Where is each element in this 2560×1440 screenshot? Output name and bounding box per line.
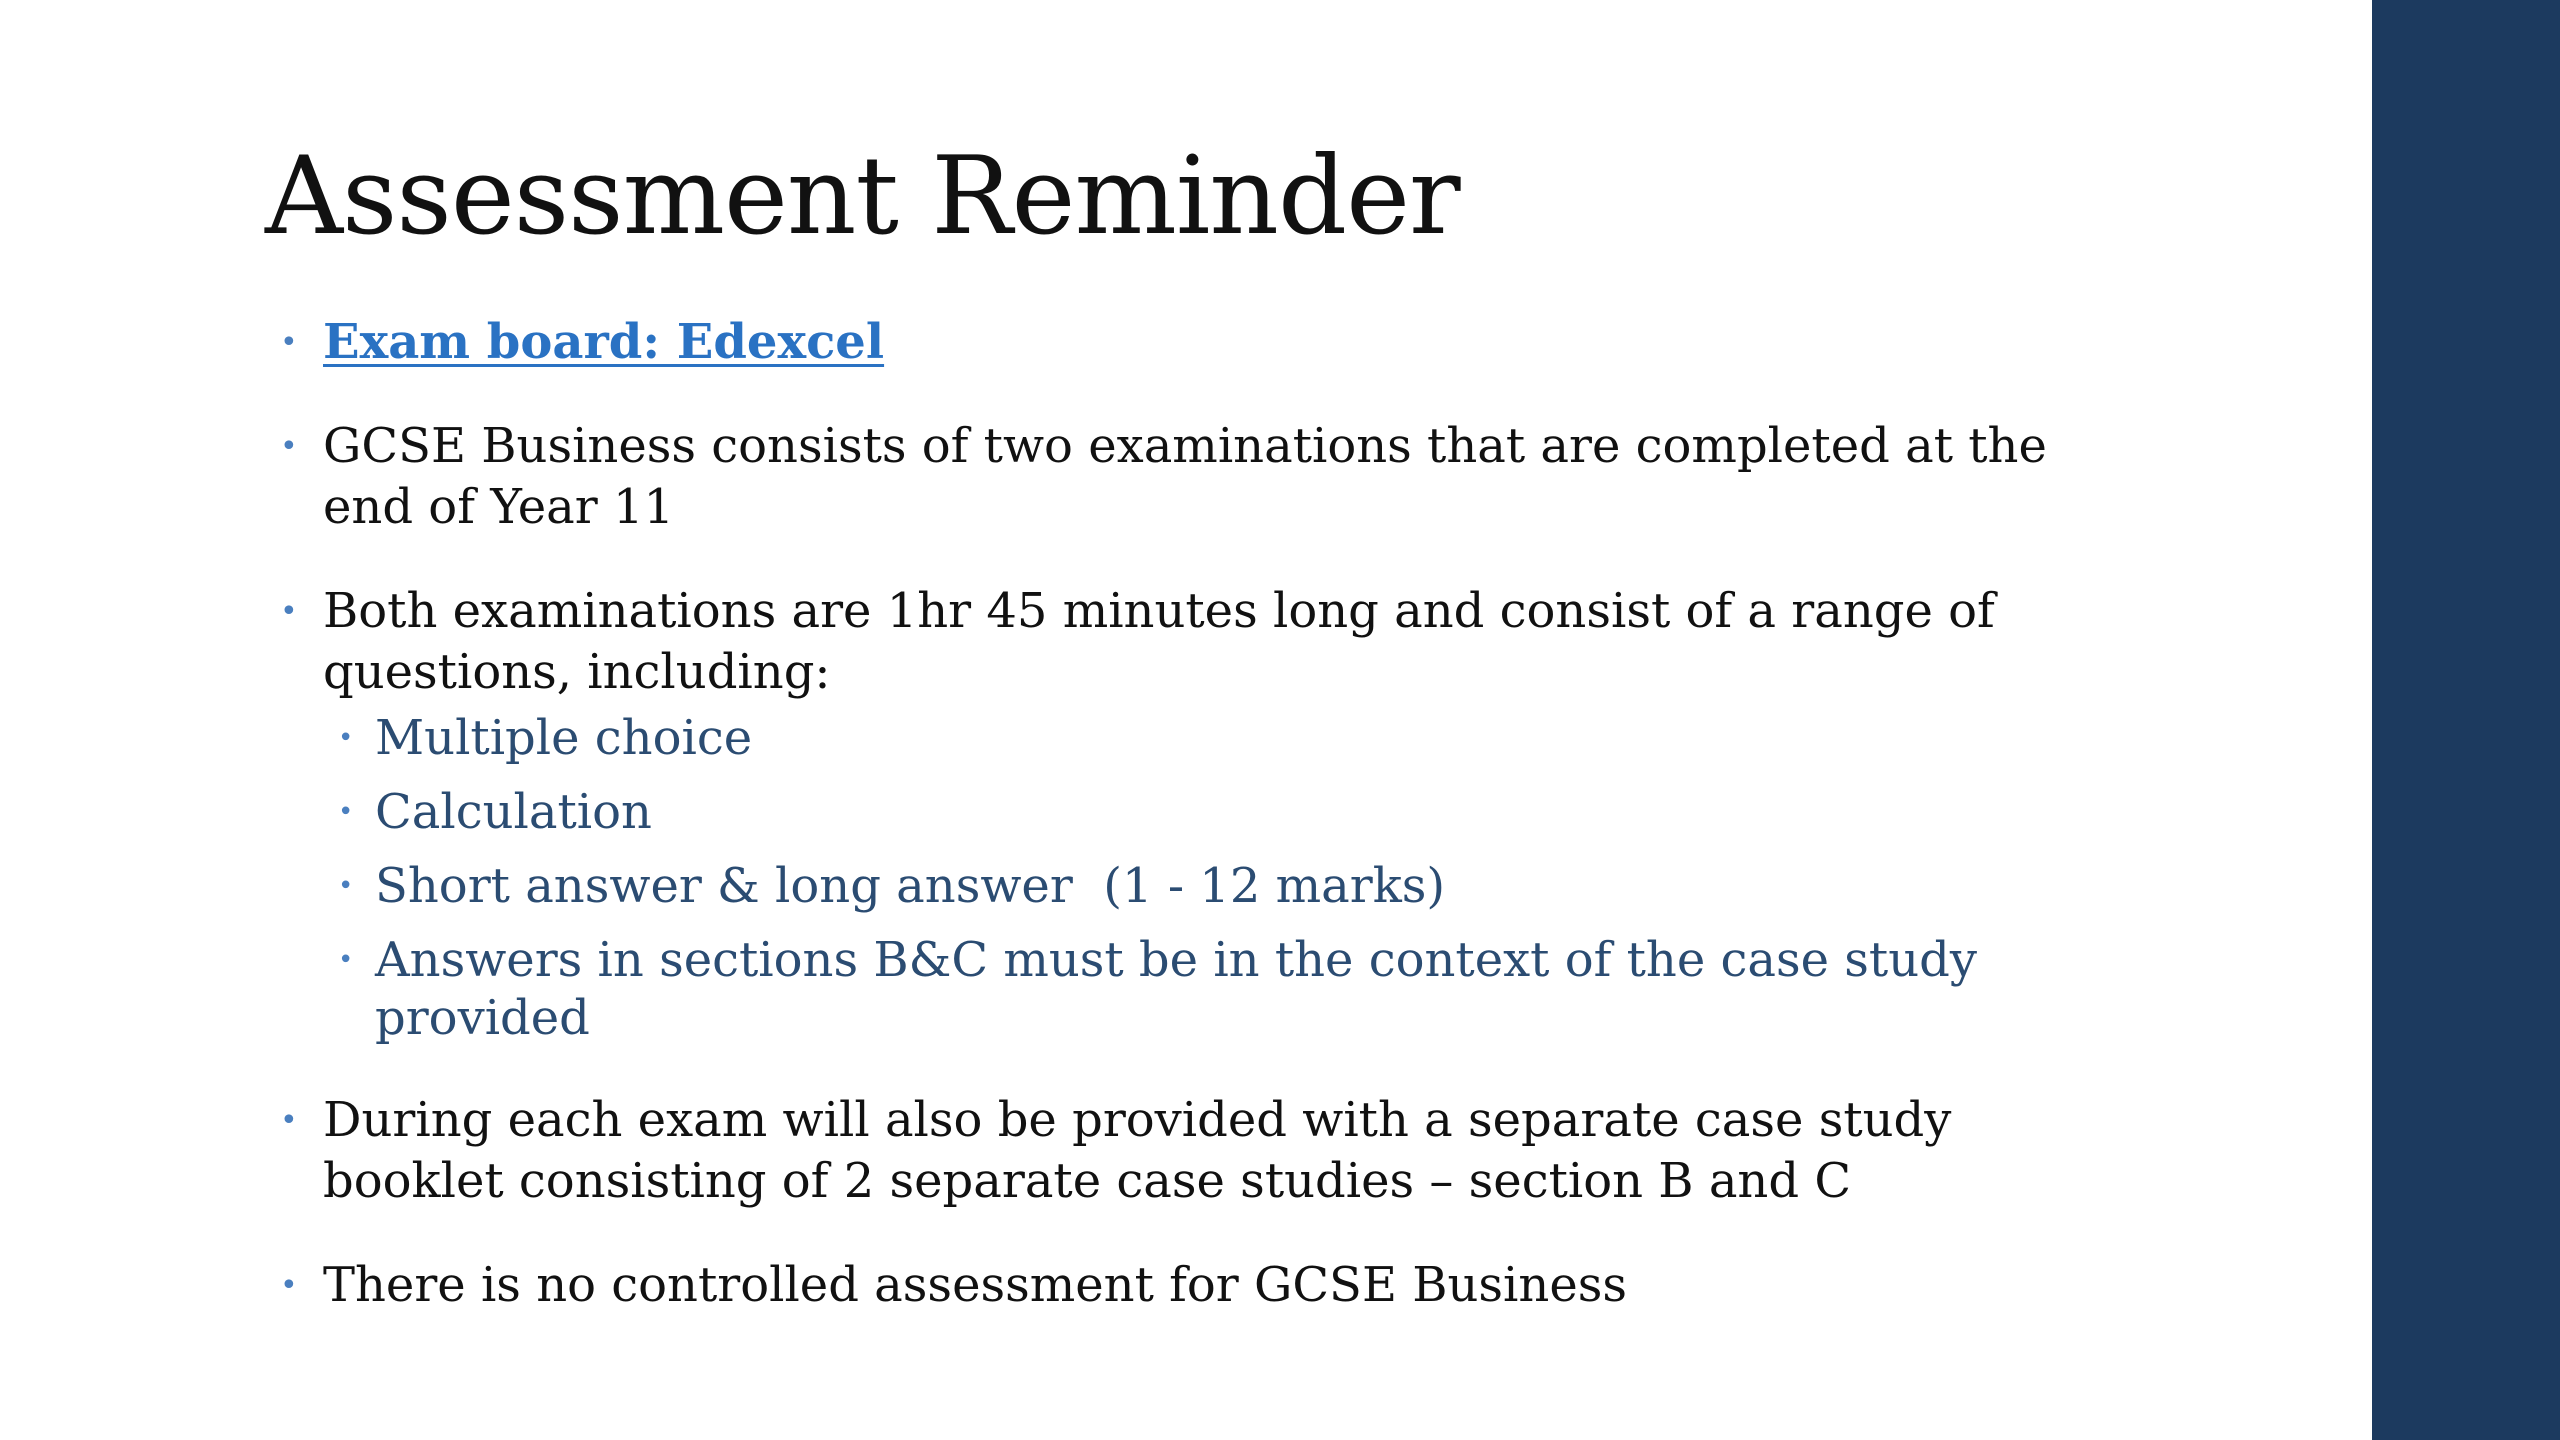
bullet-item-exam-board (280, 312, 2080, 373)
sub-bullet-text: Short answer & long answer (1 - 12 marks) (375, 858, 1446, 914)
sub-bullet-item (338, 783, 2080, 841)
bullet-icon: • (280, 325, 298, 360)
sub-bullet-item (338, 857, 2080, 915)
bullet-item-case-study (280, 1090, 2080, 1212)
bullet-text: There is no controlled assessment for GCSE Business (323, 1257, 1627, 1313)
bullet-icon: • (280, 1268, 298, 1303)
bullet-item-exams (280, 416, 2080, 538)
sub-bullet-text: Multiple choice (375, 710, 753, 766)
slide-title: Assessment Reminder (265, 134, 1460, 259)
bullet-item-exam-length (280, 581, 2080, 703)
sub-bullet-text: Answers in sections B&C must be in the context of the case study provided (375, 932, 1977, 1046)
sub-bullet-icon: • (338, 871, 354, 901)
bullet-text: During each exam will also be provided with a separate case study booklet consisting of 2 separate case studies – section B and C (323, 1092, 1952, 1209)
bullet-icon: • (280, 429, 298, 464)
bullet-icon: • (280, 1103, 298, 1138)
bullet-text: Both examinations are 1hr 45 minutes long and consist of a range of questions, including: (323, 583, 1995, 700)
bullet-icon: • (280, 594, 298, 629)
question-types-list (338, 709, 2080, 1047)
sub-bullet-icon: • (338, 945, 354, 975)
sub-bullet-text: Calculation (375, 784, 652, 840)
sub-bullet-icon: • (338, 723, 354, 753)
bullet-list (280, 312, 2080, 1359)
bullet-item-controlled-assessment (280, 1255, 2080, 1316)
side-accent-bar (2372, 0, 2560, 1440)
exam-board-link[interactable]: Exam board: Edexcel (323, 314, 885, 370)
bullet-text: GCSE Business consists of two examinations that are completed at the end of Year 11 (323, 418, 2047, 535)
sub-bullet-icon: • (338, 797, 354, 827)
sub-bullet-item (338, 931, 2080, 1047)
sub-bullet-item (338, 709, 2080, 767)
